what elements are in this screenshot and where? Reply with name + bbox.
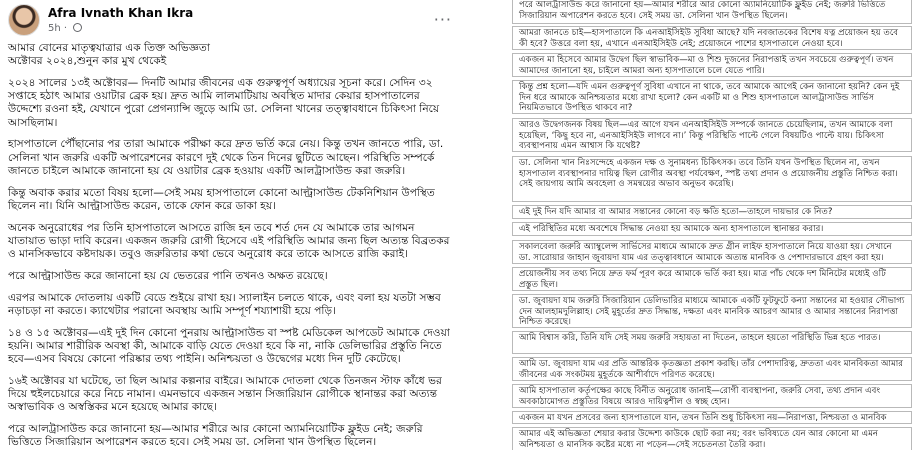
continuation-paragraph: ডা. জুবায়দা যাম জরুরি সিজারিয়ান ডেলিভারির মাধ্যমে আমাকে একটি ফুটফুটে কন্যা সন্তানের মা হওয়ার সৌভাগ্য দেন আলহামদুলিল্লাহ। সেই মুহূর্তের দ্রুত সিদ্ধান্ত, দক্ষতা এবং মানবিক আচরণ আমার ও আমার সন্তানের নিরাপত্তা নিশ্চিত করেছে। [512, 294, 912, 328]
continuation-paragraph: আমরা জানতে চাই—হাসপাতালে কি এনআইসিইউ সুবিধা আছে? যদি নবজাতকের বিশেষ যত্ন প্রয়োজন হয় তবে কী হবে? উত্তরে বলা হয়, এখানে এনআইসিইউ নেই; প্রয়োজনে পাশের হাসপাতালে নেওয়া হবে। [512, 26, 912, 50]
post-paragraph: ১৪ ও ১৫ অক্টোবর—এই দুই দিন কোনো পুনরায় আল্ট্রাসাউন্ড বা স্পষ্ট মেডিকেল আপডেট আমাকে দেওয়া হয়নি। আমার শারীরিক অবস্থা কী, আমাকে বাড়ি যেতে দেওয়া হবে কি না, নাকি ডেলিভারির প্রস্তুতি নিতে হবে—এসব বিষয়ে কোনো পরিষ্কার তথ্য পাইনি। অনিশ্চয়তা ও উদ্বেগের মধ্যে দিন দুটি কেটেছে। [8, 326, 450, 366]
post-paragraph: ২০২৪ সালের ১৩ই অক্টোবর— দিনটি আমার জীবনের এক গুরুত্বপূর্ণ অধ্যায়ের সূচনা করে। সেদিন ৩২ সপ্তাহে হঠাৎ আমার ওয়াটার ব্রেক হয়। দ্রুত আমি লালমাটিয়ায় অবস্থিত মাদার কেয়ার হাসপাতালের উদ্দেশ্যে রওনা হই, যেখানে পুরো প্রেগন্যান্সি জুড়ে আমি ডা. সেলিনা খানের তত্ত্বাবধানে চিকিৎসা নিয়ে আসছিলাম। [8, 77, 440, 129]
post-paragraph: পরে আল্ট্রাসাউন্ড করে জানানো হয় যে ভেতরের পানি তখনও অক্ষত রয়েছে। [8, 269, 328, 282]
post-header [8, 4, 458, 40]
continuation-paragraph: আমি ডা. জুবায়দা যাম এর প্রতি আন্তরিক কৃতজ্ঞতা প্রকাশ করছি। তাঁর পেশাদারিত্ব, দ্রুততা এবং মানবিকতা আমার জীবনের এক সংকটময় মুহূর্তকে আশীর্বাদে পরিণত করেছে। [512, 357, 912, 381]
post-paragraph: পরে আলট্রাসাউন্ড করে জানানো হয়—আমার শরীরে আর কোনো অ্যামনিয়োটিক ফ্লুইড নেই; জরুরি ভিত্তিতে সিজারিয়ান অপারেশন করতে হবে। সেই সময় ডা. সেলিনা খান উপস্থিত ছিলেন। [8, 423, 423, 449]
post-time[interactable]: 5h [48, 23, 61, 34]
continuation-paragraph: একজন মা হিসেবে আমার উদ্বেগ ছিল স্বাভাবিক—মা ও শিশু দুজনের নিরাপত্তাই তখন সবচেয়ে গুরুত্বপূর্ণ। তখন আমাদের জানানো হয়, চাইলে আমরা অন্য হাসপাতালে চলে যেতে পারি। [512, 53, 912, 77]
post-meta: 5h · [48, 23, 82, 34]
post-paragraph: হাসপাতালে পৌঁছানোর পর তারা আমাকে পরীক্ষা করে দ্রুত ভর্তি করে নেয়। কিন্তু তখন জানতে পারি, ডা. সেলিনা খান জরুরি একটি অপারেশনের কারণে দুই থেকে তিন দিনের ছুটিতে আছেন। পরিস্থিতি সম্পর্কে জানতে চাইলে আমাকে জানানো হয় যে ওয়াটার ব্রেক হওয়ায় একটি আলট্রাসাউন্ড করা জরুরি। [8, 138, 444, 177]
globe-icon [73, 23, 82, 32]
continuation-paragraph: সকালবেলা জরুরি অ্যাম্বুলেন্স সার্ভিসের মাধ্যমে আমাকে দ্রুত গ্রীন লাইফ হাসপাতালে নিয়ে যাওয়া হয়। সেখানে ডা. সারোয়ার জাহান জুবায়দা যাম এর তত্ত্বাবধানে আমাকে অত্যন্ত মানবিক ও পেশাদারভাবে গ্রহণ করা হয়। [512, 240, 912, 264]
post-paragraph: কিন্তু অবাক করার মতো বিষয় হলো—সেই সময় হাসপাতালে কোনো আল্ট্রাসাউন্ড টেকনিশিয়ান উপস্থিত ছিলেন না। যিনি আল্ট্রাসাউন্ড করেন, তাকে ফোন করে ডাকা হয়। [8, 186, 435, 212]
avatar[interactable] [8, 4, 40, 36]
post-continuation-screenshot [466, 0, 920, 450]
post-body [8, 42, 454, 449]
continuation-paragraph: আরও উদ্বেগজনক বিষয় ছিল—এর আগে যখন এনআইসিইউ সম্পর্কে জানতে চেয়েছিলাম, তখন আমাকে বলা হয়েছিল, ‘কিছু হবে না, এনআইসিইউ লাগবে না।’ কিন্তু পরিস্থিতি পাল্টে গেলে বিষয়টিও পাল্টে যায়। চিকিৎসা ব্যবস্থাপনায় এমন আশ্বাস কি যথেষ্ট? [512, 118, 912, 152]
continuation-paragraph: কিন্তু প্রশ্ন হলো—যদি এমন গুরুত্বপূর্ণ সুবিধা এখানে না থাকে, তবে আমাকে আগেই কেন জানানো হয়নি? কেন দুই দিন ধরে আমাকে অনিশ্চয়তার মধ্যে রাখা হলো? কেন একটি মা ও শিশু হাসপাতালে আলট্রাসাউন্ড সার্ভিস নিয়মিতভাবে উপস্থিত থাকবে না? [512, 80, 912, 114]
continuation-paragraph: আমি হাসপাতাল কর্তৃপক্ষের কাছে বিনীত অনুরোধ জানাই—রোগী ব্যবস্থাপনা, জরুরি সেবা, তথ্য প্রদান এবং অবকাঠামোগত প্রস্তুতির বিষয়ে আরও দায়িত্বশীল ও স্বচ্ছ হোন। [512, 384, 912, 408]
continuation-paragraph: প্রয়োজনীয় সব তথ্য নিয়ে দ্রুত ফর্ম পূরণ করে আমাকে ভর্তি করা হয়। মাত্র পাঁচ থেকে দশ মিনিটের মধ্যেই ওটি প্রস্তুত ছিল। [512, 267, 912, 291]
more-options-icon[interactable]: ··· [433, 10, 452, 29]
post-title: আমার বোনের মাতৃত্বযাত্রার এক তিক্ত অভিজ্ঞতা অক্টোবর ২০২৪,শুনুন কার মুখ থেকেই [8, 42, 210, 68]
author-name[interactable]: Afra Ivnath Khan Ikra [48, 6, 194, 20]
continuation-paragraph: ডা. সেলিনা খান নিঃসন্দেহে একজন দক্ষ ও সুনামধন্য চিকিৎসক। তবে তিনি যখন উপস্থিত ছিলেন না, তখন হাসপাতাল ব্যবস্থাপনার দায়িত্ব ছিল রোগীর অবস্থা পর্যবেক্ষণ, স্পষ্ট তথ্য প্রদান ও প্রয়োজনীয় প্রস্তুতি নিশ্চিত করা। সেই জায়গায় আমি অবহেলা ও সমন্বয়ের অভাব অনুভব করেছি। [512, 156, 912, 202]
continuation-paragraph: এই পরিস্থিতির মধ্যে অবশেষে সিদ্ধান্ত নেওয়া হয় আমাকে অন্য হাসপাতালে স্থানান্তর করার। [512, 222, 912, 236]
post-paragraph: অনেক অনুরোধের পর তিনি হাসপাতালে আসতে রাজি হন তবে শর্ত দেন যে আমাকে তার আগমন যাতায়াত ভাড়া দাবি করেন। একজন জরুরি রোগী হিসেবে এই পরিস্থিতি আমার জন্য ছিল অত্যন্ত বিব্রতকর ও মানসিকভাবে কষ্টদায়ক। তবুও জরুরিতার কথা ভেবে অনুরোধ করে তাকে আসতে রাজি করাই। [8, 221, 450, 261]
continuation-paragraph: পরে আলট্রাসাউন্ড করে জানানো হয়—আমার শরীরে আর কোনো অ্যামনিয়োটিক ফ্লুইড নেই; জরুরি ভিত্তিতে সিজারিয়ান অপারেশন করতে হবে। সেই সময় ডা. সেলিনা খান উপস্থিত ছিলেন। [512, 0, 912, 24]
continuation-paragraph: আমার এই অভিজ্ঞতা শেয়ার করার উদ্দেশ্য কাউকে ছোট করা নয়; বরং ভবিষ্যতে যেন আর কোনো মা এমন অনিশ্চয়তা ও মানসিক কষ্টের মধ্যে না পড়েন—সেই সচেতনতা তৈরি করা। [512, 427, 912, 450]
continuation-paragraph: একজন মা যখন প্রসবের জন্য হাসপাতালে যান, তখন তিনি শুধু চিকিৎসা নয়—নিরাপত্তা, নিশ্চয়তা ও মানবিক [512, 411, 912, 424]
continuation-paragraph: আমি বিশ্বাস করি, তিনি যদি সেই সময় জরুরি সহায়তা না দিতেন, তাহলে হয়তো পরিস্থিতি ভিন্ন হতে পারত। [512, 331, 912, 354]
post-paragraph: ১৬ই অক্টোবর যা ঘটেছে, তা ছিল আমার কল্পনার বাইরে। আমাকে দোতলা থেকে তিনজন স্টাফ কাঁধে ভর দিয়ে হুইলচেয়ারে করে নিচে নামান। এমনভাবে একজন সন্তান সিজারিয়ান রোগীকে স্থানান্তর করা অত্যন্ত অস্বাভাবিক ও অস্বস্তিকর মনে হয়েছে আমার কাছে। [8, 374, 442, 414]
continuation-paragraph: এই দুই দিন যদি আমার বা আমার সন্তানের কোনো বড় ক্ষতি হতো—তাহলে দায়ভার কে নিত? [512, 205, 912, 219]
post-paragraph: এরপর আমাকে দোতলায় একটি বেডে শুইয়ে রাখা হয়। স্যালাইন চলতে থাকে, এবং বলা হয় যতটা সম্ভব নড়াচড়া না করতে। ক্যাথেটার পরানো অবস্থায় আমি সম্পূর্ণ শয্যাশায়ী হয়ে পড়ি। [8, 291, 441, 317]
